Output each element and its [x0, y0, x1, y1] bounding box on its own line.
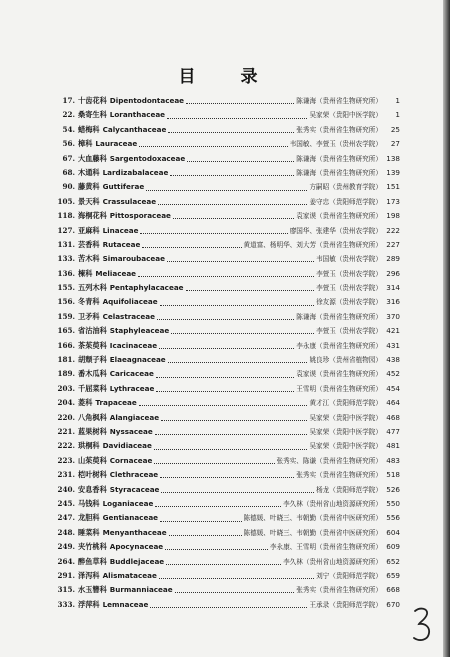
toc-entry	[55, 108, 400, 122]
dot-leader	[170, 170, 294, 176]
toc-entry	[55, 583, 400, 597]
entry-number: 17.	[62, 96, 75, 105]
family-name-chinese: 睡菜科	[78, 527, 100, 537]
family-name-chinese: 大血藤科	[78, 153, 107, 163]
entry-author: 李久林（贵州省山地资源研究所）	[283, 557, 382, 566]
dot-leader	[157, 314, 294, 320]
family-name-latin: Menyanthaceae	[102, 527, 167, 537]
family-name-latin: Icacinaceae	[109, 340, 158, 350]
entry-author: 黄道富、杨明华、刘大芳（贵州省生物研究所）	[243, 240, 382, 249]
family-name-latin: Caricaceae	[109, 369, 154, 379]
entry-page-number: 296	[386, 268, 400, 278]
entry-number: 245.	[57, 498, 75, 508]
entry-page-number: 314	[386, 283, 400, 293]
family-name-chinese: 浮萍科	[78, 599, 100, 609]
dot-leader	[142, 242, 241, 248]
toc-entry	[55, 267, 400, 281]
family-name-latin: Buddlejaceae	[109, 556, 165, 566]
toc-entry	[55, 152, 400, 166]
page-edge-shadow	[443, 0, 450, 657]
entry-page-number: 526	[386, 484, 400, 494]
toc-entry	[55, 209, 400, 223]
toc-entry	[55, 454, 400, 468]
family-name-chinese: 芸香科	[78, 239, 100, 249]
entry-page-number: 431	[386, 340, 400, 350]
entry-page-number: 438	[386, 355, 400, 365]
dot-leader	[187, 156, 294, 162]
entry-author: 王承录（贵阳师范学院）	[309, 600, 382, 609]
dot-leader	[155, 429, 308, 435]
dot-leader	[159, 343, 294, 349]
table-of-contents	[55, 94, 400, 612]
entry-page-number: 198	[386, 211, 400, 221]
entry-author: 吴家荣（贵阳中医学院）	[309, 442, 382, 451]
entry-page-number: 477	[386, 426, 400, 436]
family-name-latin: Davidiaceae	[102, 441, 152, 451]
toc-entry	[55, 166, 400, 180]
entry-author: 姜守忠（贵阳师范学院）	[309, 197, 382, 206]
toc-entry	[55, 468, 400, 482]
entry-number: 127.	[57, 225, 75, 235]
page-title: 目 录	[178, 67, 272, 87]
family-name-chinese: 番木瓜科	[78, 369, 107, 379]
entry-number: 247.	[57, 513, 75, 523]
family-name-latin: Guttiferae	[102, 182, 145, 192]
entry-number: 159.	[57, 311, 75, 321]
toc-entry	[55, 94, 400, 108]
entry-number: 249.	[57, 542, 75, 552]
toc-entry	[55, 324, 400, 338]
entry-page-number: 609	[386, 542, 400, 552]
entry-page-number: 138	[386, 153, 400, 163]
family-name-chinese: 桤叶树科	[78, 470, 107, 480]
entry-page-number: 464	[386, 398, 400, 408]
dot-leader	[139, 141, 287, 147]
family-name-chinese: 景天科	[78, 196, 100, 206]
dot-leader	[160, 472, 294, 478]
toc-entry	[55, 511, 400, 525]
entry-page-number: 518	[386, 470, 400, 480]
dot-leader	[161, 487, 314, 493]
entry-author: 韦国敏（贵州农学院）	[316, 255, 382, 264]
family-name-latin: Pentaphylacaceae	[109, 283, 184, 293]
family-name-latin: Aquifoliaceae	[102, 297, 158, 307]
family-name-chinese: 藤黄科	[78, 182, 100, 192]
family-name-chinese: 马钱科	[78, 498, 100, 508]
family-name-latin: Linaceae	[102, 225, 139, 235]
family-name-latin: Apocynaceae	[109, 542, 164, 552]
entry-number: 156.	[57, 297, 75, 307]
toc-entry	[55, 598, 400, 612]
entry-page-number: 454	[386, 383, 400, 393]
entry-page-number: 556	[386, 513, 400, 523]
family-name-latin: Clethraceae	[109, 470, 159, 480]
dot-leader	[138, 271, 314, 277]
toc-entry	[55, 123, 400, 137]
family-name-chinese: 樟科	[78, 139, 93, 149]
entry-page-number: 481	[386, 441, 400, 451]
entry-author: 陈谦海（贵州省生物研究所）	[296, 154, 382, 163]
dot-leader	[139, 400, 308, 406]
entry-author: 李萱玉（贵州农学院）	[316, 327, 382, 336]
entry-author: 陈德媛、叶晓三、韦朝勤（贵州省中医研究所）	[243, 528, 382, 537]
toc-entry	[55, 339, 400, 353]
toc-entry	[55, 252, 400, 266]
entry-page-number: 652	[386, 556, 400, 566]
entry-number: 155.	[57, 283, 75, 293]
entry-page-number: 289	[386, 254, 400, 264]
entry-number: 181.	[57, 355, 75, 365]
family-name-chinese: 山茱萸科	[78, 455, 107, 465]
family-name-latin: Elaeagnaceae	[109, 355, 166, 365]
family-name-latin: Celastraceae	[102, 311, 156, 321]
dot-leader	[171, 328, 314, 334]
toc-entry	[55, 569, 400, 583]
entry-author: 张秀实（贵州省生物研究所）	[296, 471, 382, 480]
entry-author: 李永康（贵州省生物研究所）	[296, 341, 382, 350]
entry-author: 张秀实（贵州省生物研究所）	[296, 586, 382, 595]
toc-entry	[55, 224, 400, 238]
family-name-chinese: 苦木科	[78, 254, 100, 264]
family-name-chinese: 楝科	[78, 268, 93, 278]
toc-entry	[55, 137, 400, 151]
entry-author: 陈谦海（贵州省生物研究所）	[296, 97, 382, 105]
family-name-chinese: 夹竹桃科	[78, 542, 107, 552]
dot-leader	[159, 573, 314, 579]
toc-entry	[55, 411, 400, 425]
family-name-latin: Alismataceae	[102, 570, 157, 580]
toc-entry	[55, 367, 400, 381]
entry-number: 315.	[57, 585, 75, 595]
dot-leader	[156, 386, 294, 392]
dot-leader	[167, 256, 314, 262]
family-name-latin: Dipentodontaceae	[109, 96, 185, 105]
entry-page-number: 550	[386, 498, 400, 508]
entry-author: 杨龙（贵阳师范学院）	[316, 485, 382, 494]
entry-author: 李萱玉（贵州农学院）	[316, 269, 382, 278]
entry-author: 姚良珍（贵州省植物园）	[309, 356, 382, 365]
dot-leader	[168, 127, 294, 133]
dot-leader	[175, 587, 295, 593]
entry-number: 204.	[57, 398, 75, 408]
dot-leader	[160, 300, 314, 306]
family-name-chinese: 十齿花科	[78, 96, 107, 105]
entry-number: 54.	[62, 124, 75, 134]
entry-author: 张秀实、陈谦（贵州省生物研究所）	[276, 456, 382, 465]
entry-page-number: 25	[390, 124, 400, 134]
entry-page-number: 483	[386, 455, 400, 465]
family-name-chinese: 菱科	[78, 398, 93, 408]
family-name-chinese: 安息香科	[78, 484, 107, 494]
family-name-chinese: 泽泻科	[78, 570, 100, 580]
entry-number: 231.	[57, 470, 75, 480]
entry-number: 165.	[57, 326, 75, 336]
entry-page-number: 227	[386, 239, 400, 249]
toc-entry	[55, 382, 400, 396]
entry-page-number: 659	[386, 570, 400, 580]
family-name-chinese: 桑寄生科	[78, 110, 107, 120]
entry-number: 136.	[57, 268, 75, 278]
family-name-chinese: 海桐花科	[78, 211, 107, 221]
family-name-chinese: 蜡梅科	[78, 124, 100, 134]
dot-leader	[161, 415, 307, 421]
family-name-latin: Alangiaceae	[109, 412, 160, 422]
family-name-chinese: 珙桐科	[78, 441, 100, 451]
entry-number: 221.	[57, 426, 75, 436]
entry-page-number: 1	[395, 96, 400, 105]
family-name-latin: Gentianaceae	[102, 513, 159, 523]
entry-author: 刘宁（贵阳师范学院）	[316, 571, 382, 580]
entry-author: 李永康、王雪明（贵州省生物研究所）	[269, 543, 382, 552]
toc-entry	[55, 238, 400, 252]
entry-author: 袁家谟（贵州省生物研究所）	[296, 370, 382, 379]
entry-number: 220.	[57, 412, 75, 422]
entry-author: 方嗣昭（贵州教育学院）	[309, 183, 382, 192]
entry-author: 吴家荣（贵阳中医学院）	[309, 427, 382, 436]
dot-leader	[155, 501, 281, 507]
entry-number: 248.	[57, 527, 75, 537]
toc-entry	[55, 425, 400, 439]
entry-page-number: 27	[390, 139, 400, 149]
family-name-chinese: 醉鱼草科	[78, 556, 107, 566]
family-name-latin: Lauraceae	[95, 139, 138, 149]
family-name-latin: Staphyleaceae	[109, 326, 170, 336]
dot-leader	[166, 559, 281, 565]
family-name-chinese: 亚麻科	[78, 225, 100, 235]
entry-page-number: 316	[386, 297, 400, 307]
entry-number: 118.	[57, 211, 75, 221]
family-name-chinese: 五列木科	[78, 283, 107, 293]
entry-number: 264.	[57, 556, 75, 566]
family-name-latin: Calycanthaceae	[102, 124, 167, 134]
entry-number: 222.	[57, 441, 75, 451]
entry-number: 22.	[62, 110, 75, 120]
family-name-latin: Loranthaceae	[109, 110, 166, 120]
family-name-latin: Meliaceae	[95, 268, 137, 278]
family-name-chinese: 卫矛科	[78, 311, 100, 321]
family-name-latin: Styracaceae	[109, 484, 160, 494]
family-name-chinese: 胡颓子科	[78, 355, 107, 365]
entry-number: 166.	[57, 340, 75, 350]
dot-leader	[165, 544, 268, 550]
entry-page-number: 139	[386, 167, 400, 177]
entry-number: 67.	[62, 153, 75, 163]
dot-leader	[160, 516, 241, 522]
entry-number: 131.	[57, 239, 75, 249]
entry-page-number: 173	[386, 196, 400, 206]
toc-entry	[55, 555, 400, 569]
entry-author: 陈谦海（贵州省生物研究所）	[296, 312, 382, 321]
entry-author: 陈德媛、叶晓三、韦朝勤（贵州省中医研究所）	[243, 514, 382, 523]
dot-leader	[154, 444, 308, 450]
family-name-latin: Lemnaceae	[102, 599, 149, 609]
family-name-chinese: 省沽油科	[78, 326, 107, 336]
family-name-latin: Nyssaceae	[109, 426, 153, 436]
toc-entry	[55, 281, 400, 295]
entry-author: 陈谦海（贵州省生物研究所）	[296, 168, 382, 177]
entry-page-number: 668	[386, 585, 400, 595]
entry-number: 189.	[57, 369, 75, 379]
entry-page-number: 1	[395, 110, 400, 120]
entry-number: 223.	[57, 455, 75, 465]
entry-author: 袁家谟（贵州省生物研究所）	[296, 212, 382, 221]
entry-page-number: 151	[386, 182, 400, 192]
entry-page-number: 670	[386, 599, 400, 609]
dot-leader	[158, 199, 307, 205]
entry-author: 吴家荣（贵阳中医学院）	[309, 111, 382, 120]
dot-leader	[146, 185, 307, 191]
family-name-chinese: 冬青科	[78, 297, 100, 307]
toc-entry	[55, 396, 400, 410]
family-name-chinese: 木通科	[78, 167, 100, 177]
toc-entry	[55, 540, 400, 554]
family-name-chinese: 千屈菜科	[78, 383, 107, 393]
family-name-chinese: 茶茱萸科	[78, 340, 107, 350]
entry-author: 黄才江（贵阳师范学院）	[309, 399, 382, 408]
toc-entry	[55, 195, 400, 209]
entry-number: 291.	[57, 570, 75, 580]
family-name-latin: Loganiaceae	[102, 498, 154, 508]
entry-number: 68.	[62, 167, 75, 177]
entry-number: 56.	[62, 139, 75, 149]
entry-author: 吴家荣（贵阳中医学院）	[309, 413, 382, 422]
toc-entry	[55, 180, 400, 194]
family-name-latin: Lardizabalaceae	[102, 167, 169, 177]
handwritten-page-number	[410, 605, 434, 645]
family-name-latin: Simaroubaceae	[102, 254, 166, 264]
entry-page-number: 452	[386, 369, 400, 379]
entry-page-number: 604	[386, 527, 400, 537]
dot-leader	[169, 530, 242, 536]
family-name-latin: Rutaceae	[102, 239, 141, 249]
toc-entry	[55, 295, 400, 309]
family-name-latin: Crassulaceae	[102, 196, 157, 206]
entry-author: 李久林（贵州省山地资源研究所）	[283, 499, 382, 508]
dot-leader	[186, 98, 294, 104]
entry-author: 张秀实（贵州省生物研究所）	[296, 125, 382, 134]
family-name-latin: Pittosporaceae	[109, 211, 171, 221]
toc-entry	[55, 310, 400, 324]
family-name-chinese: 龙胆科	[78, 513, 100, 523]
dot-leader	[167, 113, 307, 119]
entry-page-number: 421	[386, 326, 400, 336]
entry-author: 李萱玉（贵州农学院）	[316, 284, 382, 293]
entry-number: 90.	[62, 182, 75, 192]
entry-number: 203.	[57, 383, 75, 393]
toc-entry	[55, 353, 400, 367]
entry-author: 廖国华、张建华（贵州农学院）	[289, 226, 382, 235]
entry-page-number: 370	[386, 311, 400, 321]
toc-entry	[55, 497, 400, 511]
family-name-latin: Sargentodoxaceae	[109, 153, 186, 163]
family-name-latin: Burmanniaceae	[109, 585, 173, 595]
family-name-latin: Lythraceae	[109, 383, 155, 393]
family-name-chinese: 水玉簪科	[78, 585, 107, 595]
entry-author: 王雪明（贵州省生物研究所）	[296, 384, 382, 393]
entry-author: 徐友源（贵州农学院）	[316, 298, 382, 307]
entry-page-number: 222	[386, 225, 400, 235]
entry-number: 105.	[57, 196, 75, 206]
family-name-latin: Cornaceae	[109, 455, 153, 465]
entry-number: 333.	[57, 599, 75, 609]
entry-number: 133.	[57, 254, 75, 264]
dot-leader	[150, 602, 307, 608]
family-name-chinese: 蓝果树科	[78, 426, 107, 436]
dot-leader	[168, 357, 308, 363]
dot-leader	[140, 228, 287, 234]
dot-leader	[186, 285, 315, 291]
entry-author: 韦国敏、李萱玉（贵州农学院）	[289, 140, 382, 149]
dot-leader	[156, 372, 294, 378]
family-name-latin: Trapaceae	[95, 398, 137, 408]
entry-page-number: 468	[386, 412, 400, 422]
toc-entry	[55, 526, 400, 540]
toc-entry	[55, 483, 400, 497]
toc-entry	[55, 439, 400, 453]
dot-leader	[173, 213, 294, 219]
entry-number: 240.	[57, 484, 75, 494]
family-name-chinese: 八角枫科	[78, 412, 107, 422]
dot-leader	[154, 458, 274, 464]
